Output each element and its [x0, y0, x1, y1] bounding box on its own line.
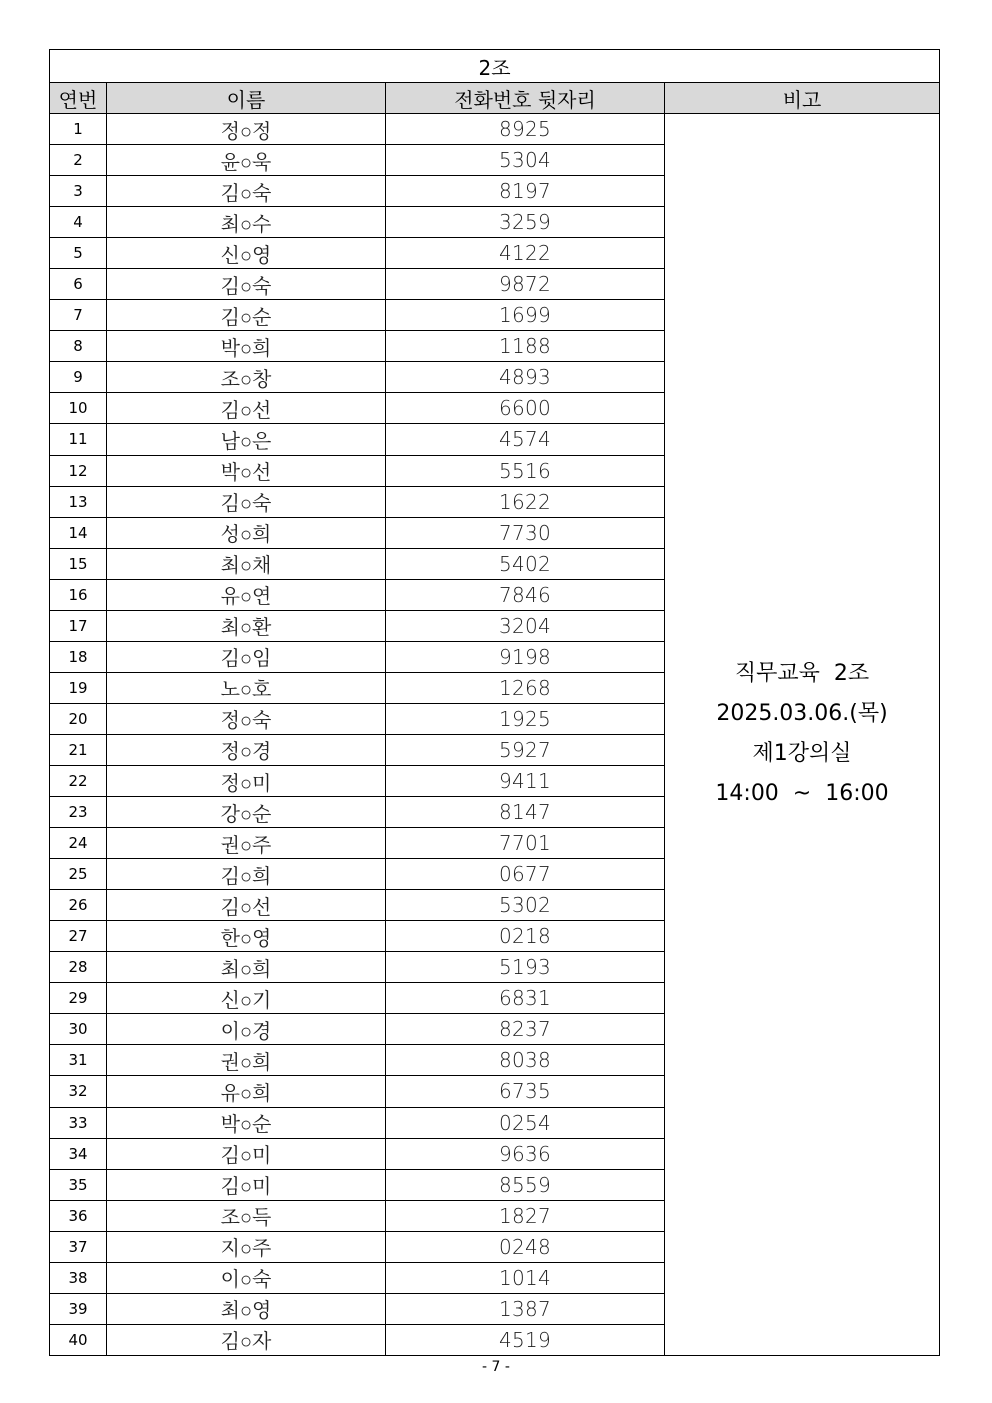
row-name: 김○숙: [107, 269, 386, 300]
row-name: 신○기: [107, 983, 386, 1014]
row-name: 조○창: [107, 362, 386, 393]
row-number: 9: [50, 362, 107, 393]
row-number: 28: [50, 952, 107, 983]
row-name: 남○은: [107, 424, 386, 455]
row-number: 5: [50, 238, 107, 269]
row-name: 최○영: [107, 1293, 386, 1324]
row-name: 이○경: [107, 1014, 386, 1045]
row-name: 김○선: [107, 890, 386, 921]
row-number: 16: [50, 579, 107, 610]
row-phone-suffix: 7846: [386, 579, 665, 610]
row-name: 노○호: [107, 672, 386, 703]
row-name: 유○희: [107, 1076, 386, 1107]
row-name: 신○영: [107, 238, 386, 269]
row-phone-suffix: 5302: [386, 890, 665, 921]
note-line: 직무교육 2조: [734, 661, 870, 687]
row-number: 23: [50, 797, 107, 828]
row-name: 최○환: [107, 610, 386, 641]
row-name: 김○숙: [107, 486, 386, 517]
row-phone-suffix: 5402: [386, 548, 665, 579]
header-phone: 전화번호 뒷자리: [386, 83, 665, 114]
row-phone-suffix: 4519: [386, 1324, 665, 1355]
row-number: 12: [50, 455, 107, 486]
row-phone-suffix: 9872: [386, 269, 665, 300]
table-body: [50, 114, 940, 1356]
group-title: 2조: [50, 50, 940, 83]
row-number: 33: [50, 1107, 107, 1138]
row-name: 한○영: [107, 921, 386, 952]
row-number: 19: [50, 672, 107, 703]
row-number: 37: [50, 1231, 107, 1262]
row-number: 32: [50, 1076, 107, 1107]
row-phone-suffix: 9636: [386, 1138, 665, 1169]
row-phone-suffix: 0248: [386, 1231, 665, 1262]
table-title-row: [50, 50, 940, 83]
row-number: 13: [50, 486, 107, 517]
row-phone-suffix: 9411: [386, 765, 665, 796]
row-phone-suffix: 8038: [386, 1045, 665, 1076]
row-number: 14: [50, 517, 107, 548]
row-phone-suffix: 1387: [386, 1293, 665, 1324]
row-number: 8: [50, 331, 107, 362]
row-phone-suffix: 1014: [386, 1262, 665, 1293]
row-phone-suffix: 1188: [386, 331, 665, 362]
row-name: 이○숙: [107, 1262, 386, 1293]
note-line: 2025.03.06.(목): [716, 701, 888, 727]
page-number: - 7 -: [482, 1359, 510, 1375]
row-number: 36: [50, 1200, 107, 1231]
row-number: 40: [50, 1324, 107, 1355]
row-name: 최○수: [107, 207, 386, 238]
row-number: 27: [50, 921, 107, 952]
row-number: 17: [50, 610, 107, 641]
row-number: 21: [50, 734, 107, 765]
row-name: 정○숙: [107, 703, 386, 734]
row-name: 윤○욱: [107, 145, 386, 176]
row-number: 35: [50, 1169, 107, 1200]
row-name: 강○순: [107, 797, 386, 828]
row-name: 박○순: [107, 1107, 386, 1138]
row-phone-suffix: 5304: [386, 145, 665, 176]
row-phone-suffix: 8147: [386, 797, 665, 828]
row-phone-suffix: 3259: [386, 207, 665, 238]
row-name: 김○미: [107, 1169, 386, 1200]
row-name: 김○숙: [107, 176, 386, 207]
row-phone-suffix: 0677: [386, 859, 665, 890]
row-phone-suffix: 8197: [386, 176, 665, 207]
row-name: 정○미: [107, 765, 386, 796]
header-note: 비고: [665, 83, 940, 114]
header-name: 이름: [107, 83, 386, 114]
note-line: 제1강의실: [752, 741, 852, 767]
row-number: 39: [50, 1293, 107, 1324]
row-name: 성○희: [107, 517, 386, 548]
row-name: 최○채: [107, 548, 386, 579]
row-phone-suffix: 6735: [386, 1076, 665, 1107]
row-name: 권○희: [107, 1045, 386, 1076]
row-number: 4: [50, 207, 107, 238]
row-number: 1: [50, 114, 107, 145]
row-number: 7: [50, 300, 107, 331]
row-phone-suffix: 7730: [386, 517, 665, 548]
row-name: 권○주: [107, 828, 386, 859]
row-name: 김○순: [107, 300, 386, 331]
row-phone-suffix: 1827: [386, 1200, 665, 1231]
row-phone-suffix: 1268: [386, 672, 665, 703]
row-phone-suffix: 6831: [386, 983, 665, 1014]
row-name: 정○정: [107, 114, 386, 145]
row-name: 김○미: [107, 1138, 386, 1169]
row-number: 15: [50, 548, 107, 579]
row-number: 30: [50, 1014, 107, 1045]
row-number: 29: [50, 983, 107, 1014]
row-name: 조○득: [107, 1200, 386, 1231]
row-phone-suffix: 4122: [386, 238, 665, 269]
row-number: 3: [50, 176, 107, 207]
row-phone-suffix: 8237: [386, 1014, 665, 1045]
row-number: 26: [50, 890, 107, 921]
row-phone-suffix: 3204: [386, 610, 665, 641]
row-name: 박○선: [107, 455, 386, 486]
row-number: 24: [50, 828, 107, 859]
row-phone-suffix: 8925: [386, 114, 665, 145]
row-name: 김○임: [107, 641, 386, 672]
row-number: 18: [50, 641, 107, 672]
row-name: 박○희: [107, 331, 386, 362]
row-number: 2: [50, 145, 107, 176]
row-phone-suffix: 4574: [386, 424, 665, 455]
row-number: 11: [50, 424, 107, 455]
row-phone-suffix: 5516: [386, 455, 665, 486]
table-row: [50, 114, 940, 145]
header-no: 연번: [50, 83, 107, 114]
row-name: 김○자: [107, 1324, 386, 1355]
row-phone-suffix: 5927: [386, 734, 665, 765]
row-phone-suffix: 8559: [386, 1169, 665, 1200]
row-phone-suffix: 6600: [386, 393, 665, 424]
row-name: 지○주: [107, 1231, 386, 1262]
row-number: 6: [50, 269, 107, 300]
note-cell: [665, 114, 940, 1356]
row-phone-suffix: 9198: [386, 641, 665, 672]
row-number: 34: [50, 1138, 107, 1169]
row-phone-suffix: 5193: [386, 952, 665, 983]
note-line: 14:00 ~ 16:00: [715, 781, 889, 807]
row-number: 22: [50, 765, 107, 796]
row-number: 38: [50, 1262, 107, 1293]
row-phone-suffix: 0254: [386, 1107, 665, 1138]
row-phone-suffix: 0218: [386, 921, 665, 952]
row-name: 김○희: [107, 859, 386, 890]
row-name: 김○선: [107, 393, 386, 424]
row-name: 정○경: [107, 734, 386, 765]
row-number: 25: [50, 859, 107, 890]
row-phone-suffix: 1925: [386, 703, 665, 734]
row-number: 31: [50, 1045, 107, 1076]
table-header-row: [50, 83, 940, 114]
row-phone-suffix: 1622: [386, 486, 665, 517]
row-phone-suffix: 7701: [386, 828, 665, 859]
row-number: 10: [50, 393, 107, 424]
roster-table: [49, 49, 940, 1356]
row-name: 최○희: [107, 952, 386, 983]
row-name: 유○연: [107, 579, 386, 610]
row-number: 20: [50, 703, 107, 734]
row-phone-suffix: 1699: [386, 300, 665, 331]
row-phone-suffix: 4893: [386, 362, 665, 393]
